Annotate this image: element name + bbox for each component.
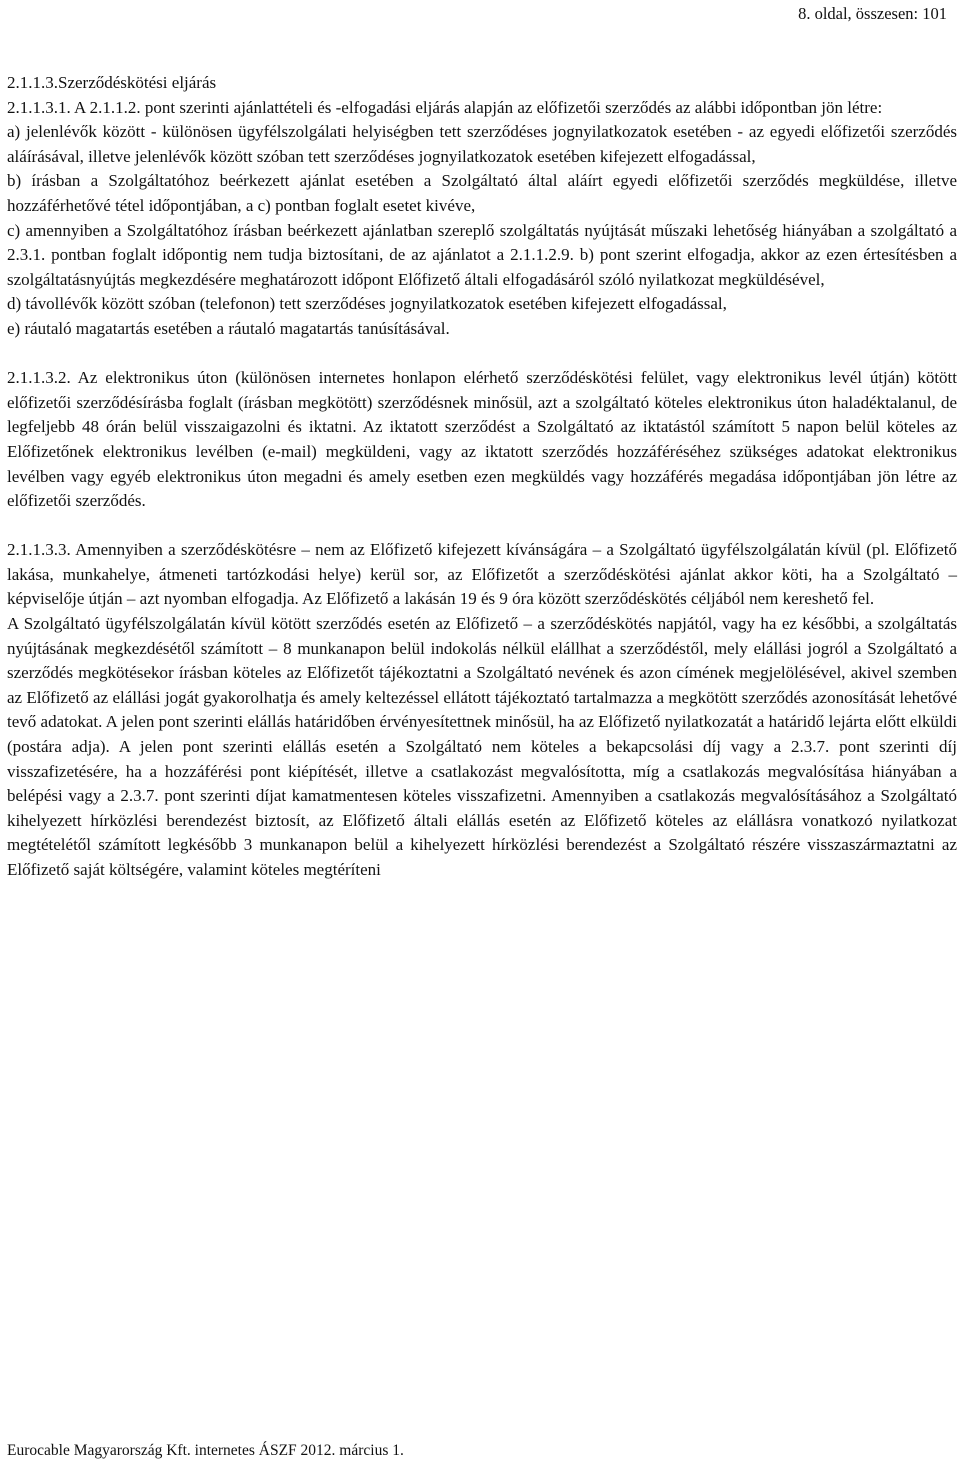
page-number: 8. oldal, összesen: 101 <box>798 4 947 23</box>
paragraph-2-1-1-3-2: 2.1.1.3.2. Az elektronikus úton (különösen internetes honlapon elérhető szerződéskötési felület, vagy elektronikus levél útján) kötött előfizetői szerződésírásba foglalt (írásban megkötött) szerződésnek minősül, azt a szolgáltató köteles elektronikus úton haladéktalanul, de legfeljebb 48 órán belül visszaigazolni és iktatni. Az iktatott szerződést a Szolgáltató az iktatástól számított 5 napon belül köteles az Előfizetőnek elektronikus levélben (e-mail) megküldeni, vagy az iktatott szerződés hozzáféréséhez szükséges adatokat elektronikus levélben vagy egyéb elektronikus úton megadni és amely esetben ezen megküldés vagy hozzáférés megadása időpontjában jön létre az előfizetői szerződés. <box>7 368 957 511</box>
list-item-e: e) ráutaló magatartás esetében a ráutaló magatartás tanúsításával. <box>7 318 450 338</box>
section-heading: 2.1.1.3.Szerződéskötési eljárás <box>7 73 217 92</box>
page-footer: Eurocable Magyarország Kft. internetes ÁSZF 2012. március 1. <box>7 1442 404 1459</box>
list-item-a: a) jelenlévők között - különösen ügyfélszolgálati helyiségben tett szerződéses jognyilatkozatok esetében - az egyedi előfizetői szerződés aláírásával, illetve jelenlévők között szóban tett szerződéses jognyilatkozatok esetében kifejezett elfogadással, <box>7 122 957 166</box>
list-item-b: b) írásban a Szolgáltatóhoz beérkezett ajánlat esetében a Szolgáltató által aláírt egyedi előfizetői szerződés megküldése, illetve hozzáférhetővé tétel időpontjában, a c) pontban foglalt esetet kivéve, <box>7 171 957 215</box>
document-body <box>7 71 957 883</box>
list-item-d: d) távollévők között szóban (telefonon) tett szerződéses jognyilatkozatok esetében kifejezett elfogadással, <box>7 294 727 314</box>
paragraph-2-1-1-3-3: 2.1.1.3.3. Amennyiben a szerződéskötésre – nem az Előfizető kifejezett kívánságára – a Szolgáltató ügyfélszolgálatán kívül (pl. Előfizető lakása, munkahelye, átmeneti tartózkodási helye) kerül sor, az Előfizetőt a szerződéskötési ajánlat akkor köti, ha a Szolgáltató – képviselője útján – azt nyomban elfogadja. Az Előfizető a lakásán 19 és 9 óra között szerződéskötés céljából nem kereshető fel. <box>7 540 957 609</box>
list-item-c: c) amennyiben a Szolgáltatóhoz írásban beérkezett ajánlatban szereplő szolgáltatás nyújtását műszaki lehetőség hiányában a szolgáltató a 2.3.1. pontban foglalt időpontig nem tudja biztosítani, de az ajánlatot a 2.1.1.2.9. b) pont szerint elfogadja, akkor az ezen értesítésben a szolgáltatásnyújtás megkezdésére meghatározott időpont Előfizető általi elfogadásáról szóló nyilatkozat megküldésével, <box>7 220 957 289</box>
paragraph-withdrawal: A Szolgáltató ügyfélszolgálatán kívül kötött szerződés esetén az Előfizető – a szerződéskötés napjától, vagy ha ez későbbi, a szolgáltatás nyújtásának megkezdésétől számított – 8 munkanapon belül indokolás nélkül elállhat a szerződéstől, mely elállási jogról a Szolgáltató a szerződés megkötésekor írásban köteles az Előfizetőt tájékoztatni a Szolgáltató nevének és azon címének megjelölésével, akivel szemben az Előfizető az elállási jogát gyakorolhatja és amely keltezéssel ellátott tájékoztató tartalmazza a megkötött szerződés azonosítását lehetővé tevő adatokat. A jelen pont szerinti elállás határidőben érvényesítettnek minősül, ha az Előfizető nyilatkozatát a határidő lejárta előtt elküldi (postára adja). A jelen pont szerinti elállás esetén a Szolgáltató nem köteles a bekapcsolási díj vagy a 2.3.7. pont szerinti díj visszafizetésére, ha a hozzáférési pont kiépítését, illetve a csatlakozást megvalósította, míg a csatlakozás megvalósítása hiányában a belépési vagy a 2.3.7. pont szerinti díjat kamatmentesen köteles visszafizetni. Amennyiben a csatlakozás megvalósításához a Szolgáltató kihelyezett hírközlési berendezést biztosít, az Előfizető általi elállás esetén az Előfizető köteles az elállásra vonatkozó nyilatkozat megtételétől számított legkésőbb 3 munkanapon belül a kihelyezett hírközlési berendezést a Szolgáltató részére visszaszármaztatni az Előfizető saját költségére, valamint köteles megtéríteni <box>7 614 957 879</box>
paragraph-2-1-1-3-1: 2.1.1.3.1. A 2.1.1.2. pont szerinti ajánlattételi és -elfogadási eljárás alapján az előfizetői szerződés az alábbi időpontban jön létre: <box>7 97 883 117</box>
